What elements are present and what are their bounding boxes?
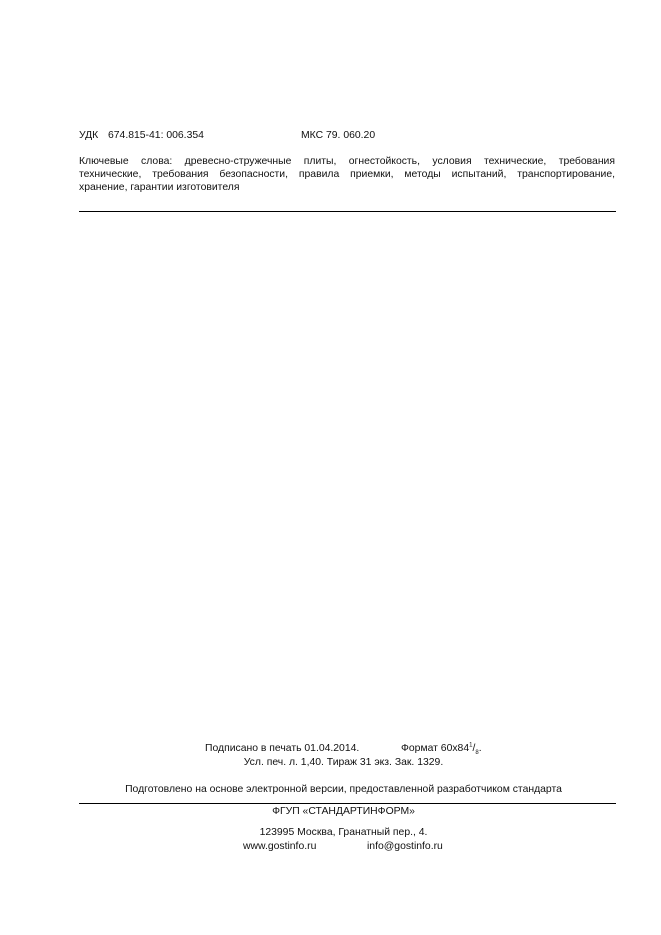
divider — [79, 211, 616, 212]
udk-value: 674.815-41: 006.354 — [108, 130, 204, 141]
format: Формат $60x84^1/_8$. — [401, 742, 482, 757]
publisher: ФГУП «СТАНДАРТИНФОРМ» — [272, 806, 415, 817]
print-info: Усл. печ. л. 1,40. Тираж 31 экз. Зак. 1329. — [243, 757, 444, 768]
format-end: . — [478, 743, 482, 754]
prepared-note: Подготовлено на основе электронной версии, предоставленной разработчиком стандарта — [125, 784, 562, 795]
udk-label: УДК — [79, 130, 99, 141]
divider — [79, 803, 616, 804]
format-numerator: 1 — [469, 742, 473, 749]
keywords-line: технические, требования безопасности, правила приемки, методы испытаний, транспортирование, — [79, 169, 615, 180]
address: 123995 Москва, Гранатный пер., 4. — [259, 827, 428, 838]
keywords — [79, 155, 615, 194]
format-denominator: 8 — [475, 750, 479, 757]
keywords-line: хранение, гарантии изготовителя — [79, 182, 240, 193]
format-label: Формат 60x84 — [401, 743, 470, 754]
email-link[interactable]: info@gostinfo.ru — [367, 841, 443, 852]
website-link[interactable]: www.gostinfo.ru — [243, 841, 317, 852]
mks-code: МКС 79. 060.20 — [301, 130, 376, 141]
signed-date: Подписано в печать 01.04.2014. — [205, 743, 360, 754]
keywords-line: Ключевые слова: древесно-стружечные плиты, огнестойкость, условия технические, требования — [79, 156, 615, 167]
